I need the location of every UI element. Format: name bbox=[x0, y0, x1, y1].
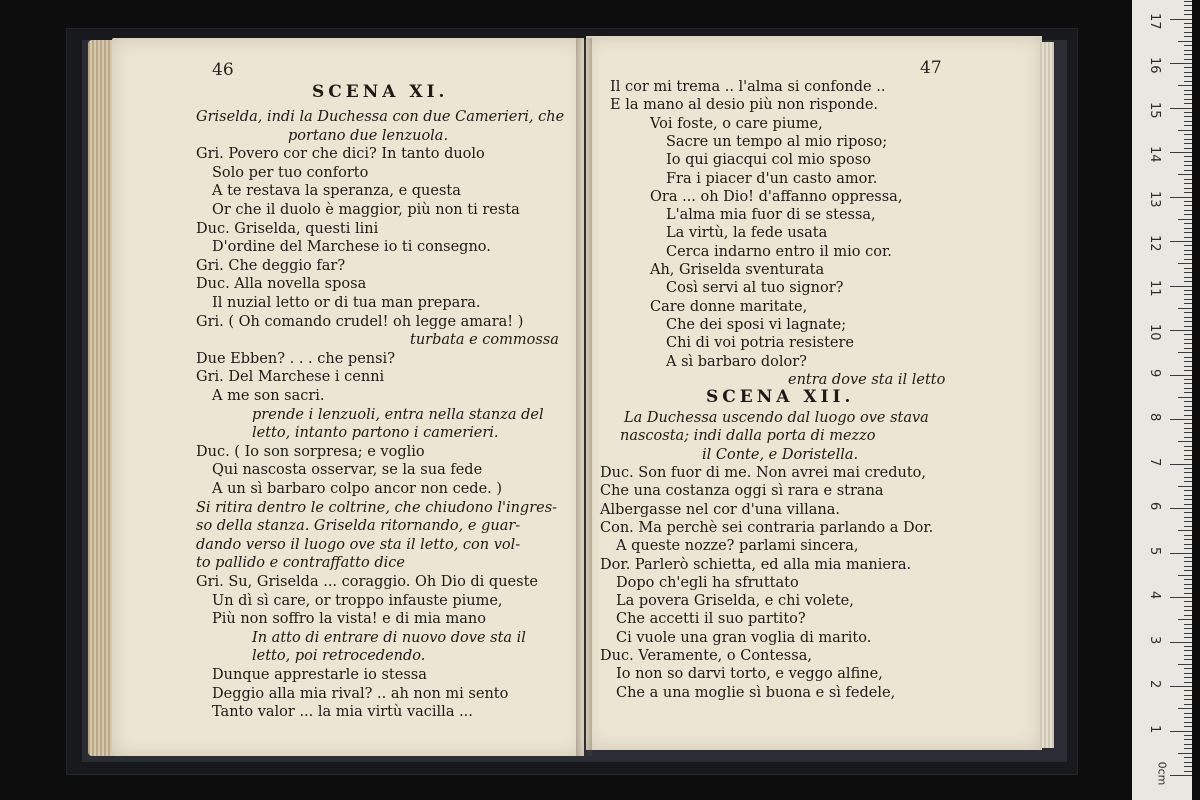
text-line: Dopo ch'egli ha sfruttato bbox=[616, 574, 799, 591]
text-line: Ora ... oh Dio! d'affanno oppressa, bbox=[650, 188, 903, 205]
ruler-tick bbox=[1184, 646, 1192, 647]
ruler-tick bbox=[1184, 32, 1192, 33]
ruler-tick bbox=[1184, 437, 1192, 438]
ruler-tick bbox=[1184, 348, 1192, 349]
text-line: Griselda, indi la Duchessa con due Camerieri, che bbox=[196, 109, 565, 125]
ruler-label: 3 bbox=[1147, 635, 1162, 644]
ruler-tick bbox=[1184, 588, 1192, 589]
ruler-tick bbox=[1184, 125, 1192, 126]
ruler-tick bbox=[1184, 388, 1192, 389]
ruler-tick bbox=[1184, 366, 1192, 367]
ruler-tick bbox=[1184, 245, 1192, 246]
text-line: Dunque apprestarle io stessa bbox=[212, 667, 427, 683]
ruler-tick bbox=[1184, 1, 1192, 2]
ruler-label: 11 bbox=[1147, 279, 1162, 297]
ruler-tick bbox=[1184, 357, 1192, 358]
ruler-label: 4 bbox=[1147, 591, 1162, 600]
text-line: Così servi al tuo signor? bbox=[666, 280, 844, 297]
ruler-label: 15 bbox=[1147, 101, 1162, 119]
ruler-tick bbox=[1170, 731, 1192, 732]
ruler-tick bbox=[1184, 446, 1192, 447]
ruler-tick bbox=[1170, 241, 1192, 242]
ruler-tick bbox=[1184, 294, 1192, 295]
text-line: La Duchessa uscendo dal luogo ove stava bbox=[624, 410, 929, 427]
ruler-tick bbox=[1184, 281, 1192, 282]
ruler-tick bbox=[1184, 361, 1192, 362]
ruler-tick bbox=[1184, 116, 1192, 117]
ruler-tick bbox=[1184, 27, 1192, 28]
ruler-tick bbox=[1184, 544, 1192, 545]
text-line: Deggio alla mia rival? .. ah non mi sento bbox=[212, 685, 509, 702]
ruler-tick bbox=[1178, 530, 1192, 531]
text-line: A queste nozze? parlami sincera, bbox=[616, 538, 859, 555]
ruler-tick bbox=[1184, 423, 1192, 424]
text-line: Albergasse nel cor d'una villana. bbox=[600, 501, 841, 518]
ruler-tick bbox=[1184, 121, 1192, 122]
text-line: Duc. Griselda, questi lini bbox=[196, 220, 379, 237]
ruler-tick bbox=[1184, 610, 1192, 611]
ruler-tick bbox=[1184, 406, 1192, 407]
ruler-tick bbox=[1184, 606, 1192, 607]
ruler-tick bbox=[1184, 317, 1192, 318]
ruler-tick bbox=[1178, 486, 1192, 487]
ruler-tick bbox=[1170, 553, 1192, 554]
ruler-label: 13 bbox=[1147, 190, 1162, 208]
ruler-tick bbox=[1184, 10, 1192, 11]
ruler-tick bbox=[1184, 143, 1192, 144]
text-line: Io non so darvi torto, e veggo alfine, bbox=[616, 666, 883, 683]
ruler-tick bbox=[1178, 85, 1192, 86]
ruler-label: 9 bbox=[1147, 368, 1162, 377]
ruler-tick bbox=[1184, 299, 1192, 300]
ruler-tick bbox=[1184, 67, 1192, 68]
ruler-tick bbox=[1184, 23, 1192, 24]
ruler-tick bbox=[1178, 708, 1192, 709]
text-line: Solo per tuo conforto bbox=[212, 164, 369, 181]
ruler-tick bbox=[1184, 81, 1192, 82]
page-number-left: 46 bbox=[212, 60, 234, 80]
ruler-tick bbox=[1184, 214, 1192, 215]
text-line: Io qui giacqui col mio sposo bbox=[666, 152, 871, 169]
ruler-tick bbox=[1184, 477, 1192, 478]
ruler-tick bbox=[1184, 557, 1192, 558]
ruler-tick bbox=[1184, 36, 1192, 37]
book-gutter bbox=[576, 38, 592, 756]
ruler-tick bbox=[1184, 156, 1192, 157]
ruler-tick bbox=[1170, 108, 1192, 109]
ruler-tick bbox=[1184, 561, 1192, 562]
ruler-tick bbox=[1184, 192, 1192, 193]
ruler-tick bbox=[1184, 415, 1192, 416]
ruler-tick bbox=[1184, 5, 1192, 6]
ruler-tick bbox=[1184, 526, 1192, 527]
ruler-tick bbox=[1184, 771, 1192, 772]
ruler-tick bbox=[1184, 139, 1192, 140]
ruler-label: 14 bbox=[1147, 146, 1162, 163]
ruler-tick bbox=[1178, 753, 1192, 754]
ruler-tick bbox=[1184, 757, 1192, 758]
ruler-tick bbox=[1170, 197, 1192, 198]
ruler-tick bbox=[1184, 228, 1192, 229]
text-line: Sacre un tempo al mio riposo; bbox=[666, 133, 888, 150]
ruler-tick bbox=[1184, 99, 1192, 100]
ruler-tick bbox=[1184, 472, 1192, 473]
ruler-tick bbox=[1184, 722, 1192, 723]
text-line: Care donne maritate, bbox=[650, 298, 808, 315]
ruler-tick bbox=[1170, 63, 1192, 64]
ruler-tick bbox=[1184, 673, 1192, 674]
ruler-tick bbox=[1184, 748, 1192, 749]
text-line: Qui nascosta osservar, se la sua fede bbox=[212, 462, 483, 479]
text-line: Chi di voi potria resistere bbox=[666, 335, 854, 352]
ruler-tick bbox=[1170, 19, 1192, 20]
ruler-tick bbox=[1184, 94, 1192, 95]
ruler-tick bbox=[1170, 419, 1192, 420]
ruler-tick bbox=[1170, 775, 1192, 776]
ruler-tick bbox=[1184, 637, 1192, 638]
ruler-label: 10 bbox=[1147, 324, 1162, 341]
ruler-label: 12 bbox=[1147, 235, 1162, 252]
ruler-tick bbox=[1184, 134, 1192, 135]
right-page bbox=[586, 36, 1042, 750]
text-line: nascosta; indi dalla porta di mezzo bbox=[620, 428, 876, 445]
ruler-tick bbox=[1184, 535, 1192, 536]
ruler-tick bbox=[1184, 90, 1192, 91]
ruler-tick bbox=[1178, 575, 1192, 576]
ruler-tick bbox=[1184, 272, 1192, 273]
ruler-tick bbox=[1184, 334, 1192, 335]
text-line: il Conte, e Doristella. bbox=[702, 446, 859, 463]
ruler-tick bbox=[1184, 410, 1192, 411]
ruler-tick bbox=[1184, 392, 1192, 393]
ruler-tick bbox=[1184, 401, 1192, 402]
ruler-tick bbox=[1184, 188, 1192, 189]
text-line: letto, poi retrocedendo. bbox=[252, 648, 426, 665]
ruler-tick bbox=[1184, 593, 1192, 594]
ruler-tick bbox=[1178, 619, 1192, 620]
ruler-tick bbox=[1184, 633, 1192, 634]
ruler-tick bbox=[1184, 490, 1192, 491]
ruler-tick bbox=[1184, 455, 1192, 456]
ruler-tick bbox=[1184, 468, 1192, 469]
ruler-tick bbox=[1184, 459, 1192, 460]
text-line: turbata e commossa bbox=[410, 332, 559, 349]
text-line: Or che il duolo è maggior, più non ti resta bbox=[212, 202, 520, 218]
text-line: Che accetti il suo partito? bbox=[616, 611, 806, 628]
text-line: D'ordine del Marchese io ti consegno. bbox=[212, 239, 491, 256]
text-line: Gri. ( Oh comando crudel! oh legge amara! ) bbox=[196, 313, 524, 330]
ruler-label: 8 bbox=[1147, 413, 1162, 422]
text-line: Duc. ( Io son sorpresa; e voglio bbox=[196, 443, 425, 460]
text-line: A me son sacri. bbox=[212, 388, 325, 404]
ruler-tick bbox=[1184, 450, 1192, 451]
ruler-tick bbox=[1184, 165, 1192, 166]
ruler-tick bbox=[1184, 237, 1192, 238]
ruler-tick bbox=[1178, 219, 1192, 220]
text-line: Più non soffro la vista! e di mia mano bbox=[212, 611, 486, 628]
ruler-tick bbox=[1184, 432, 1192, 433]
ruler-tick bbox=[1184, 726, 1192, 727]
text-line: Che una costanza oggi sì rara e strana bbox=[600, 483, 884, 500]
text-line: A te restava la speranza, e questa bbox=[212, 183, 461, 200]
ruler-tick bbox=[1184, 303, 1192, 304]
ruler-tick bbox=[1184, 232, 1192, 233]
ruler-tick bbox=[1170, 686, 1192, 687]
ruler-tick bbox=[1184, 677, 1192, 678]
ruler-tick bbox=[1170, 508, 1192, 509]
ruler-label: 17 bbox=[1147, 12, 1162, 30]
scene-heading-left: SCENA XI. bbox=[312, 82, 449, 102]
ruler-tick bbox=[1184, 566, 1192, 567]
text-line: prende i lenzuoli, entra nella stanza del bbox=[252, 406, 544, 423]
text-line: Che a una moglie sì buona e sì fedele, bbox=[616, 684, 896, 701]
ruler-tick bbox=[1184, 766, 1192, 767]
ruler-tick bbox=[1178, 174, 1192, 175]
ruler-unit: 0cm bbox=[1155, 761, 1169, 786]
text-line: A un sì barbaro colpo ancor non cede. ) bbox=[212, 481, 503, 497]
measuring-ruler bbox=[1132, 0, 1192, 800]
text-line: In atto di entrare di nuovo dove sta il bbox=[252, 629, 526, 646]
ruler-tick bbox=[1184, 290, 1192, 291]
ruler-tick bbox=[1184, 512, 1192, 513]
text-line: Con. Ma perchè sei contraria parlando a Dor. bbox=[600, 519, 934, 536]
text-line: dando verso il luogo ove sta il letto, con vol- bbox=[196, 536, 521, 553]
ruler-tick bbox=[1184, 428, 1192, 429]
ruler-tick bbox=[1184, 326, 1192, 327]
ruler-label: 1 bbox=[1147, 724, 1162, 733]
ruler-tick bbox=[1184, 370, 1192, 371]
ruler-tick bbox=[1184, 312, 1192, 313]
ruler-tick bbox=[1178, 352, 1192, 353]
ruler-tick bbox=[1184, 570, 1192, 571]
ruler-tick bbox=[1170, 375, 1192, 376]
ruler-tick bbox=[1184, 210, 1192, 211]
ruler-tick bbox=[1184, 72, 1192, 73]
ruler-tick bbox=[1170, 642, 1192, 643]
ruler-tick bbox=[1184, 744, 1192, 745]
ruler-tick bbox=[1184, 713, 1192, 714]
ruler-tick bbox=[1184, 183, 1192, 184]
ruler-tick bbox=[1184, 521, 1192, 522]
ruler-tick bbox=[1184, 50, 1192, 51]
text-line: La povera Griselda, e chi volete, bbox=[616, 593, 854, 610]
ruler-tick bbox=[1184, 250, 1192, 251]
ruler-tick bbox=[1178, 308, 1192, 309]
ruler-tick bbox=[1184, 343, 1192, 344]
text-line: portano due lenzuola. bbox=[288, 127, 449, 144]
ruler-tick bbox=[1184, 205, 1192, 206]
text-line: Cerca indarno entro il mio cor. bbox=[666, 243, 892, 260]
left-page bbox=[112, 38, 584, 756]
page-number-right: 47 bbox=[920, 58, 942, 78]
ruler-tick bbox=[1184, 161, 1192, 162]
ruler-tick bbox=[1184, 659, 1192, 660]
ruler-tick bbox=[1184, 499, 1192, 500]
ruler-tick bbox=[1184, 14, 1192, 15]
ruler-tick bbox=[1178, 664, 1192, 665]
ruler-tick bbox=[1184, 695, 1192, 696]
ruler-tick bbox=[1184, 682, 1192, 683]
ruler-tick bbox=[1178, 41, 1192, 42]
ruler-tick bbox=[1170, 152, 1192, 153]
page-edges-right bbox=[1040, 42, 1054, 748]
ruler-tick bbox=[1170, 330, 1192, 331]
text-line: Due Ebben? . . . che pensi? bbox=[196, 350, 395, 367]
ruler-tick bbox=[1184, 201, 1192, 202]
ruler-tick bbox=[1184, 548, 1192, 549]
ruler-tick bbox=[1184, 339, 1192, 340]
ruler-tick bbox=[1170, 597, 1192, 598]
text-line: E la mano al desio più non risponde. bbox=[610, 97, 879, 114]
ruler-tick bbox=[1184, 379, 1192, 380]
ruler-tick bbox=[1184, 54, 1192, 55]
text-line: Duc. Son fuor di me. Non avrei mai creduto, bbox=[600, 465, 926, 481]
ruler-tick bbox=[1184, 321, 1192, 322]
ruler-tick bbox=[1184, 628, 1192, 629]
ruler-tick bbox=[1184, 579, 1192, 580]
ruler-tick bbox=[1184, 601, 1192, 602]
ruler-tick bbox=[1184, 254, 1192, 255]
ruler-label: 6 bbox=[1147, 502, 1162, 511]
ruler-tick bbox=[1184, 615, 1192, 616]
text-line: Gri. Povero cor che dici? In tanto duolo bbox=[196, 146, 485, 163]
ruler-tick bbox=[1184, 179, 1192, 180]
text-line: Fra i piacer d'un casto amor. bbox=[666, 170, 878, 187]
text-line: entra dove sta il letto bbox=[788, 371, 946, 388]
ruler-tick bbox=[1184, 690, 1192, 691]
text-line: La virtù, la fede usata bbox=[666, 225, 828, 242]
ruler-tick bbox=[1170, 464, 1192, 465]
ruler-tick bbox=[1184, 76, 1192, 77]
ruler-tick bbox=[1184, 277, 1192, 278]
ruler-tick bbox=[1184, 584, 1192, 585]
text-line: Dor. Parlerò schietta, ed alla mia maniera. bbox=[600, 556, 912, 573]
ruler-tick bbox=[1184, 517, 1192, 518]
ruler-tick bbox=[1184, 103, 1192, 104]
text-line: Voi foste, o care piume, bbox=[650, 115, 823, 132]
text-line: Gri. Su, Griselda ... coraggio. Oh Dio di queste bbox=[196, 574, 538, 590]
ruler-tick bbox=[1184, 717, 1192, 718]
ruler-tick bbox=[1184, 650, 1192, 651]
ruler-tick bbox=[1184, 259, 1192, 260]
ruler-tick bbox=[1184, 59, 1192, 60]
ruler-tick bbox=[1184, 495, 1192, 496]
text-line: Tanto valor ... la mia virtù vacilla ... bbox=[212, 704, 473, 721]
ruler-tick bbox=[1184, 739, 1192, 740]
text-line: Un dì sì care, or troppo infauste piume, bbox=[212, 592, 503, 609]
ruler-tick bbox=[1184, 383, 1192, 384]
ruler-tick bbox=[1184, 735, 1192, 736]
ruler-tick bbox=[1184, 45, 1192, 46]
text-line: Ah, Griselda sventurata bbox=[650, 262, 825, 278]
text-line: to pallido e contraffatto dice bbox=[196, 555, 405, 572]
text-line: Gri. Che deggio far? bbox=[196, 257, 346, 274]
ruler-tick bbox=[1184, 704, 1192, 705]
text-line: Il cor mi trema .. l'alma si confonde .. bbox=[610, 79, 886, 95]
ruler-label: 16 bbox=[1147, 57, 1162, 74]
ruler-tick bbox=[1178, 263, 1192, 264]
text-line: Il nuzial letto or di tua man prepara. bbox=[212, 295, 481, 311]
ruler-label: 2 bbox=[1147, 680, 1162, 689]
ruler-tick bbox=[1184, 504, 1192, 505]
ruler-tick bbox=[1184, 268, 1192, 269]
ruler-tick bbox=[1184, 148, 1192, 149]
ruler-tick bbox=[1184, 481, 1192, 482]
ruler-tick bbox=[1184, 170, 1192, 171]
ruler-tick bbox=[1178, 397, 1192, 398]
text-line: letto, intanto partono i camerieri. bbox=[252, 425, 499, 442]
ruler-tick bbox=[1184, 668, 1192, 669]
ruler-tick bbox=[1184, 539, 1192, 540]
ruler-tick bbox=[1184, 699, 1192, 700]
text-line: Ci vuole una gran voglia di marito. bbox=[616, 629, 872, 646]
ruler-tick bbox=[1184, 762, 1192, 763]
text-line: Che dei sposi vi lagnate; bbox=[666, 316, 847, 333]
ruler-tick bbox=[1184, 655, 1192, 656]
text-line: Gri. Del Marchese i cenni bbox=[196, 369, 385, 386]
ruler-tick bbox=[1184, 223, 1192, 224]
ruler-label: 5 bbox=[1147, 546, 1162, 555]
text-line: so della stanza. Griselda ritornando, e guar- bbox=[196, 518, 521, 535]
ruler-tick bbox=[1178, 130, 1192, 131]
ruler-label: 7 bbox=[1147, 457, 1162, 466]
ruler-tick bbox=[1178, 441, 1192, 442]
ruler-tick bbox=[1184, 112, 1192, 113]
text-line: L'alma mia fuor di se stessa, bbox=[666, 207, 876, 224]
text-line: Duc. Veramente, o Contessa, bbox=[600, 648, 812, 664]
text-line: Si ritira dentro le coltrine, che chiudono l'ingres- bbox=[196, 499, 558, 516]
scene-heading-right: SCENA XII. bbox=[706, 387, 855, 408]
text-line: A sì barbaro dolor? bbox=[666, 353, 807, 370]
ruler-tick bbox=[1184, 624, 1192, 625]
text-line: Duc. Alla novella sposa bbox=[196, 276, 367, 293]
ruler-tick bbox=[1170, 286, 1192, 287]
